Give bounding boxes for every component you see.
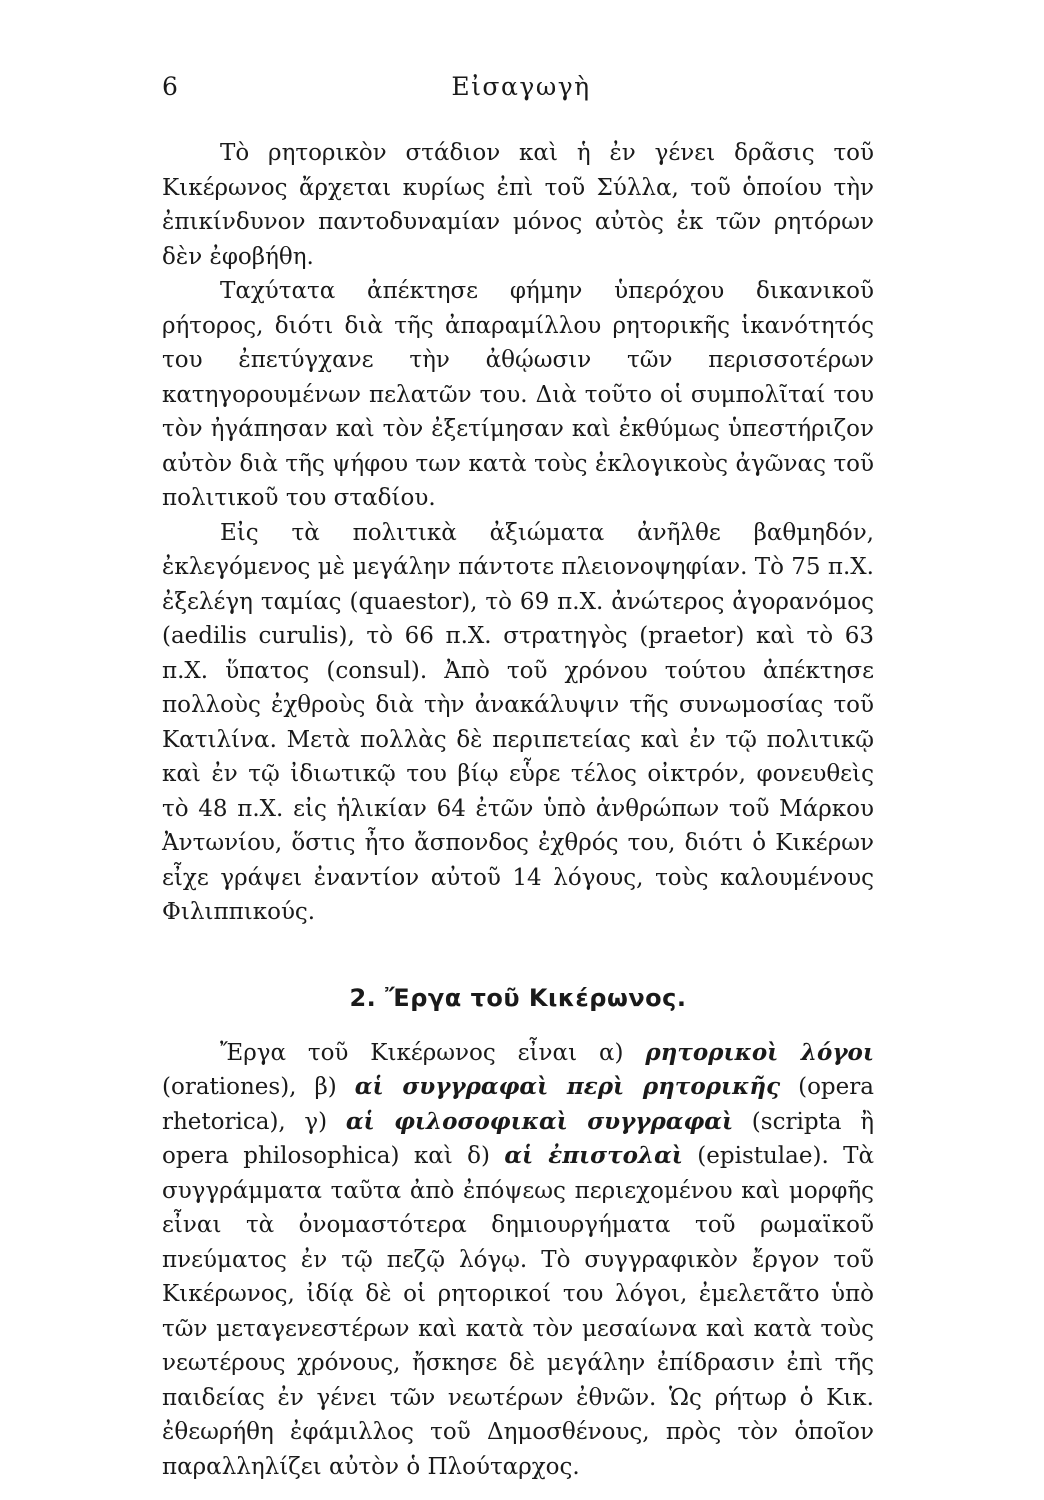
section-heading-works: 2. Ἔργα τοῦ Κικέρωνος. [349, 983, 687, 1012]
heading-spacer [162, 1012, 874, 1036]
works-text-4: (scripta ἢ opera philosophica) καὶ δ) [162, 1108, 874, 1169]
paragraph-political-offices: Εἰς τὰ πολιτικὰ ἀξιώματα ἀνῆλθε βαθμηδόν, ἐκλεγόμενος μὲ μεγάλην πάντοτε πλειονοψηφίαν. Τὸ 75 π.Χ. ἐξελέγη ταμίας (quaestor), τὸ 69 π.Χ. ἀνώτερος ἀγορανόμος (aedilis curulis), τὸ 66 π.Χ. στρατηγὸς (praetor) καὶ τὸ 63 π.Χ. ὕπατος (consul). Ἀπὸ τοῦ χρόνου τούτου ἀπέκτησε πολλοὺς ἐχθροὺς διὰ τὴν ἀνακάλυψιν τῆς συνωμοσίας τοῦ Κατιλίνα. Μετὰ πολλὰς δὲ περιπετείας καὶ ἐν τῷ πολιτικῷ καὶ ἐν τῷ ἰδιωτικῷ του βίῳ εὗρε τέλος οἰκτρόν, φονευθεὶς τὸ 48 π.Χ. εἰς ἡλικίαν 64 ἐτῶν ὑπὸ ἀνθρώπων τοῦ Μάρκου Ἀντωνίου, ὅστις ἦτο ἄσπονδος ἐχθρός του, διότι ὁ Κικέρων εἶχε γράψει ἐναντίον αὐτοῦ 14 λόγους, τοὺς καλουμένους Φιλιππικούς. [162, 519, 874, 925]
section-spacer [162, 930, 874, 984]
works-text-5: (epistulae). Τὰ συγγράμματα ταῦτα ἀπὸ ἐπόψεως περιεχομένου καὶ μορφῆς εἶναι τὰ ὀνομαστότερα δημιουργήματα τοῦ ρωμαϊκοῦ πνεύματος ἐν τῷ πεζῷ λόγῳ. Τὸ συγγραφικὸν ἔργον τοῦ Κικέρωνος, ἰδίᾳ δὲ οἱ ρητορικοί του λόγοι, ἐμελετᾶτο ὑπὸ τῶν μεταγενεστέρων καὶ κατὰ τὸν μεσαίωνα καὶ κατὰ τοὺς νεωτέρους χρόνους, ἤσκησε δὲ μεγάλην ἐπίδρασιν ἐπὶ τῆς παιδείας ἐν γένει τῶν νεωτέρων ἐθνῶν. Ὡς ρήτωρ ὁ Κικ. ἐθεωρήθη ἐφάμιλλος τοῦ Δημοσθένους, πρὸς τὸν ὁποῖον παραλληλίζει αὐτὸν ὁ Πλούταρχος. [162, 1143, 875, 1480]
page-body [162, 136, 874, 1484]
page-number: 6 [162, 72, 178, 101]
paragraph-fame: Ταχύτατα ἀπέκτησε φήμην ὑπερόχου δικανικοῦ ρήτορος, διότι διὰ τῆς ἀπαραμίλλου ρητορικῆς ἱκανότητός του ἐπετύγχανε τὴν ἀθῴωσιν τῶν περισσοτέρων κατηγορουμένων πελατῶν του. Διὰ τοῦτο οἱ συμπολῖταί του τὸν ἠγάπησαν καὶ τὸν ἐξετίμησαν καὶ ἐκθύμως ὑπεστήριζον αὐτὸν διὰ τῆς ψήφου των κατὰ τοὺς ἐκλογικοὺς ἀγῶνας τοῦ πολιτικοῦ του σταδίου. [162, 278, 874, 511]
works-text-2: (orationes), β) [162, 1074, 355, 1100]
works-text-1: Ἔργα τοῦ Κικέρωνος εἶναι α) [220, 1039, 646, 1066]
paragraph-rhetorical-career: Τὸ ρητορικὸν στάδιον καὶ ἡ ἐν γένει δρᾶσις τοῦ Κικέρωνος ἄρχεται κυρίως ἐπὶ τοῦ Σύλλα, τοῦ ὁποίου τὴν ἐπικίνδυνον παντοδυναμίαν μόνος αὐτὸς ἐκ τῶν ρητόρων δὲν ἐφοβήθη. [162, 140, 874, 270]
running-title: Εἰσαγωγὴ [451, 72, 591, 101]
works-term-orations: ρητορικοὶ λόγοι [645, 1038, 874, 1066]
works-text-3: (opera rhetorica), γ) [162, 1074, 874, 1135]
works-term-rhetorica: αἱ συγγραφαὶ περὶ ρητορικῆς [354, 1073, 781, 1100]
works-term-philosophica: αἱ φιλοσοφικαὶ συγγραφαὶ [345, 1107, 734, 1135]
paragraph-works [162, 1036, 874, 1485]
page-header [162, 72, 880, 112]
works-term-epistulae: αἱ ἐπιστολαὶ [504, 1142, 683, 1169]
